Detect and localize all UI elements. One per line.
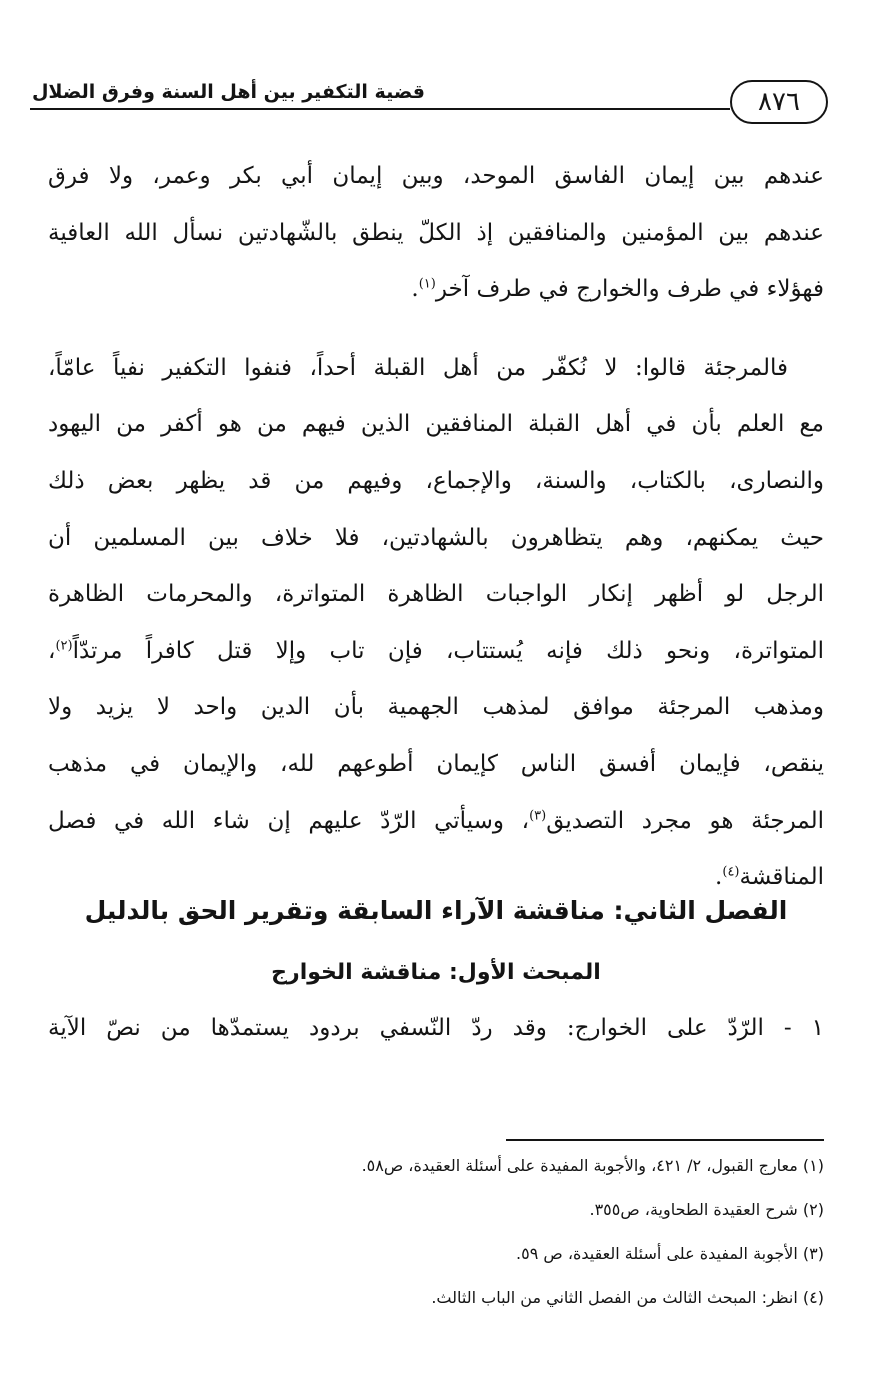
footnotes bbox=[48, 1148, 824, 1324]
text-line: فالمرجئة قالوا: لا نُكفّر من أهل القبلة أحداً، فنفوا التكفير نفياً عامّاً، bbox=[48, 354, 788, 381]
text-line: عندهم بين إيمان الفاسق الموحد، وبين إيمان أبي بكر وعمر، ولا فرق bbox=[48, 163, 824, 189]
chapter-heading: الفصل الثاني: مناقشة الآراء السابقة وتقرير الحق بالدليل bbox=[84, 896, 788, 925]
text-segment: . bbox=[715, 864, 723, 891]
text-segment: المتواترة، ونحو ذلك فإنه يُستتاب، فإن تاب وإلا قتل كافراً مرتدّاً bbox=[72, 637, 824, 664]
footnote-3: (٣) الأجوبة المفيدة على أسئلة العقيدة، ص ٥٩. bbox=[516, 1244, 824, 1263]
text-line bbox=[48, 623, 824, 680]
footnote-1: (١) معارج القبول، ٢/ ٤٢١، والأجوبة المفيدة على أسئلة العقيدة، ص٥٨. bbox=[361, 1156, 824, 1175]
footnote-ref-3: (٣) bbox=[529, 807, 547, 823]
running-title: قضية التكفير بين أهل السنة وفرق الضلال bbox=[31, 81, 425, 103]
footnote-2: (٢) شرح العقيدة الطحاوية، ص٣٥٥. bbox=[589, 1200, 824, 1219]
text-line: حيث يمكنهم، وهم يتظاهرون بالشهادتين، فلا خلاف بين المسلمين أن bbox=[48, 524, 824, 551]
text-segment: المرجئة هو مجرد التصديق bbox=[546, 807, 824, 834]
text-segment: ، bbox=[48, 637, 56, 664]
text-segment: ، وسيأتي الرّدّ عليهم إن شاء الله في فصل bbox=[48, 807, 530, 834]
main-text bbox=[48, 148, 824, 906]
text-line: عندهم بين المؤمنين والمنافقين إذ الكلّ ينطق بالشّهادتين نسأل الله العافية bbox=[48, 219, 824, 246]
footnote-ref-4: (٤) bbox=[722, 864, 740, 880]
running-header bbox=[30, 78, 830, 130]
text-line bbox=[48, 261, 824, 318]
page-number: ٨٧٦ bbox=[730, 80, 828, 124]
text-segment: فهؤلاء في طرف والخوارج في طرف آخر bbox=[435, 276, 824, 303]
text-line: الرجل لو أظهر إنكار الواجبات الظاهرة المتواترة، والمحرمات الظاهرة bbox=[48, 581, 824, 608]
text-line: والنصارى، بالكتاب، والسنة، والإجماع، وفيهم من قد يظهر بعض ذلك bbox=[48, 467, 824, 494]
text-line: ينقص، فإيمان أفسق الناس كإيمان أطوعهم لله، والإيمان في مذهب bbox=[48, 750, 824, 777]
text-line: ومذهب المرجئة موافق لمذهب الجهمية بأن الدين واحد لا يزيد ولا bbox=[48, 694, 824, 721]
text-segment: . bbox=[411, 276, 419, 303]
text-line: مع العلم بأن في أهل القبلة المنافقين الذين فيهم من هو أكفر من اليهود bbox=[48, 411, 824, 438]
footnote-4: (٤) انظر: المبحث الثالث من الفصل الثاني من الباب الثالث. bbox=[431, 1288, 824, 1307]
text-segment: المناقشة bbox=[739, 864, 824, 891]
text-line bbox=[48, 793, 824, 850]
footnote-ref-2: (٢) bbox=[55, 638, 73, 654]
numbered-item-line: ١ - الرّدّ على الخوارج: وقد ردّ النّسفي بردود يستمدّها من نصّ الآية bbox=[48, 1015, 824, 1041]
header-rule bbox=[30, 108, 730, 110]
footnote-ref-1: (١) bbox=[418, 276, 436, 292]
footnote-separator bbox=[506, 1139, 824, 1141]
section-heading: المبحث الأول: مناقشة الخوارج bbox=[271, 960, 601, 985]
paragraph-gap bbox=[48, 318, 824, 340]
